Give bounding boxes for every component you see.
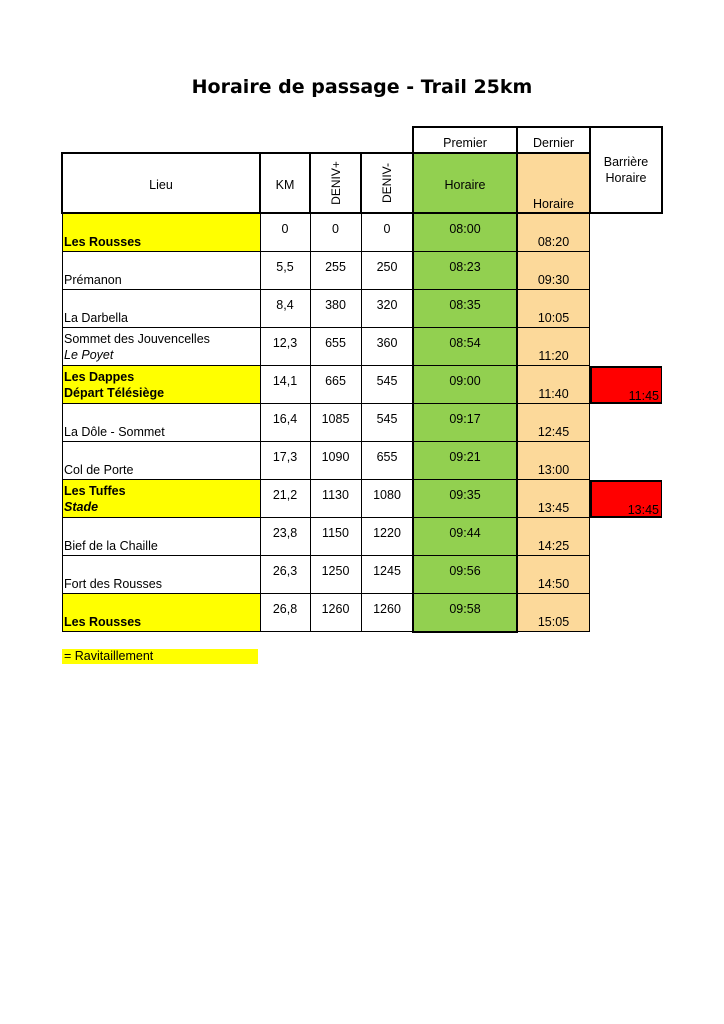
table-row-deniv-minus: 0 xyxy=(383,222,391,236)
table-row-dernier: 09:30 xyxy=(517,252,590,290)
header-barriere xyxy=(589,126,663,214)
lieu-name: Fort des Rousses xyxy=(64,577,162,591)
table-row-km: 0 xyxy=(281,222,289,236)
table-row-premier: 08:54 xyxy=(413,328,517,366)
table-row-km: 12,3 xyxy=(272,336,298,350)
table-row-lieu xyxy=(62,328,260,366)
table-row-lieu xyxy=(62,214,260,252)
column-divider xyxy=(589,214,590,632)
header-premier-horaire: Horaire xyxy=(412,152,518,214)
header-premier: Premier xyxy=(412,126,518,154)
table-row-deniv-plus: 1260 xyxy=(321,602,350,616)
table-row-deniv-minus: 1260 xyxy=(373,602,401,616)
table-row-premier: 09:35 xyxy=(413,480,517,518)
table-row-km: 17,3 xyxy=(272,450,298,464)
column-divider xyxy=(361,214,362,632)
table-row-lieu xyxy=(62,442,260,480)
header-deniv-plus xyxy=(309,152,362,214)
table-row-premier: 09:21 xyxy=(413,442,517,480)
table-row-deniv-plus: 1150 xyxy=(322,526,349,540)
legend-ravitaillement: = Ravitaillement xyxy=(62,649,258,664)
table-row-dernier: 11:40 xyxy=(517,366,590,404)
page-title: Horaire de passage - Trail 25km xyxy=(191,76,533,98)
table-row-barriere: 11:45 xyxy=(590,366,662,404)
table-row-deniv-minus: 1245 xyxy=(373,564,401,578)
table-row-deniv-minus: 360 xyxy=(376,336,398,350)
table-row-km: 26,3 xyxy=(272,564,298,578)
table-row-deniv-minus: 545 xyxy=(376,374,398,388)
lieu-name: Les Rousses xyxy=(64,235,142,249)
header-km: KM xyxy=(259,152,311,214)
lieu-subtitle: Le Poyet xyxy=(64,348,114,362)
table-row-deniv-plus: 655 xyxy=(325,336,346,350)
table-bottom-border xyxy=(412,631,518,633)
table-row-lieu xyxy=(62,290,260,328)
table-row-lieu xyxy=(62,518,260,556)
lieu-name: Prémanon xyxy=(64,273,122,287)
header-deniv-plus-label: DENIV+ xyxy=(328,161,343,205)
table-row-premier: 09:58 xyxy=(413,594,517,632)
table-row-premier: 09:17 xyxy=(413,404,517,442)
table-row-premier: 09:56 xyxy=(413,556,517,594)
table-row-deniv-minus: 1220 xyxy=(373,526,401,540)
table-row-deniv-minus: 545 xyxy=(376,412,398,426)
table-row-lieu xyxy=(62,404,260,442)
table-row-barriere: 13:45 xyxy=(590,480,662,518)
table-row-dernier: 15:05 xyxy=(517,594,590,632)
table-row-deniv-plus: 255 xyxy=(325,260,346,274)
table-row-premier: 09:44 xyxy=(413,518,517,556)
table-row-dernier: 13:45 xyxy=(517,480,590,518)
table-row-deniv-plus: 1090 xyxy=(321,450,350,464)
table-row-dernier: 12:45 xyxy=(517,404,590,442)
table-row-premier: 09:00 xyxy=(413,366,517,404)
table-row-km: 5,5 xyxy=(276,260,294,274)
table-row-lieu xyxy=(62,594,260,632)
table-row-dernier: 11:20 xyxy=(517,328,590,366)
lieu-name: Les Rousses xyxy=(64,615,142,629)
lieu-name: La Dôle - Sommet xyxy=(64,425,165,439)
table-row-lieu xyxy=(62,252,260,290)
table-row-deniv-minus: 320 xyxy=(376,298,398,312)
lieu-name: Sommet des Jouvencelles xyxy=(64,332,210,346)
column-divider xyxy=(310,214,311,632)
table-row-dernier: 14:25 xyxy=(517,518,590,556)
table-row-dernier: 10:05 xyxy=(517,290,590,328)
table-row-deniv-plus: 0 xyxy=(332,222,339,236)
column-divider xyxy=(516,214,518,633)
table-row-dernier: 13:00 xyxy=(517,442,590,480)
table-row-premier: 08:35 xyxy=(413,290,517,328)
header-dernier-horaire: Horaire xyxy=(516,152,591,214)
header-barriere-line1: Barrière xyxy=(603,155,649,169)
lieu-subtitle: Stade xyxy=(64,500,99,514)
table-row-km: 16,4 xyxy=(272,412,298,426)
table-row-deniv-plus: 380 xyxy=(325,298,346,312)
table-row-deniv-minus: 655 xyxy=(376,450,398,464)
column-divider xyxy=(260,214,261,632)
lieu-name: Les Tuffes xyxy=(64,484,126,498)
table-row-lieu xyxy=(62,366,260,404)
table-row-km: 21,2 xyxy=(272,488,298,502)
table-row-km: 26,8 xyxy=(272,602,298,616)
table-row-lieu xyxy=(62,556,260,594)
lieu-subtitle: Départ Télésiège xyxy=(64,386,165,400)
column-divider xyxy=(412,214,414,632)
lieu-name: Les Dappes xyxy=(64,370,135,384)
table-row-lieu xyxy=(62,480,260,518)
table-row-km: 14,1 xyxy=(272,374,298,388)
header-lieu: Lieu xyxy=(61,152,261,214)
lieu-name: La Darbella xyxy=(64,311,128,325)
table-row-premier: 08:23 xyxy=(413,252,517,290)
table-row-deniv-plus: 1085 xyxy=(321,412,350,426)
table-row-premier: 08:00 xyxy=(413,214,517,252)
header-dernier: Dernier xyxy=(516,126,591,154)
table-row-dernier: 08:20 xyxy=(517,214,590,252)
table-row-km: 23,8 xyxy=(272,526,298,540)
column-divider xyxy=(62,214,63,632)
lieu-name: Col de Porte xyxy=(64,463,134,477)
header-deniv-minus-label: DENIV- xyxy=(380,162,394,204)
table-row-deniv-minus: 250 xyxy=(376,260,398,274)
header-barriere-line2: Horaire xyxy=(605,171,647,185)
table-row-deniv-plus: 1250 xyxy=(321,564,350,578)
header-deniv-minus xyxy=(360,152,414,214)
table-row-deniv-plus: 665 xyxy=(325,374,346,388)
table-row-deniv-plus: 1130 xyxy=(322,488,349,502)
table-row-dernier: 14:50 xyxy=(517,556,590,594)
lieu-name: Bief de la Chaille xyxy=(64,539,158,553)
table-row-deniv-minus: 1080 xyxy=(373,488,401,502)
table-row-km: 8,4 xyxy=(276,298,294,312)
